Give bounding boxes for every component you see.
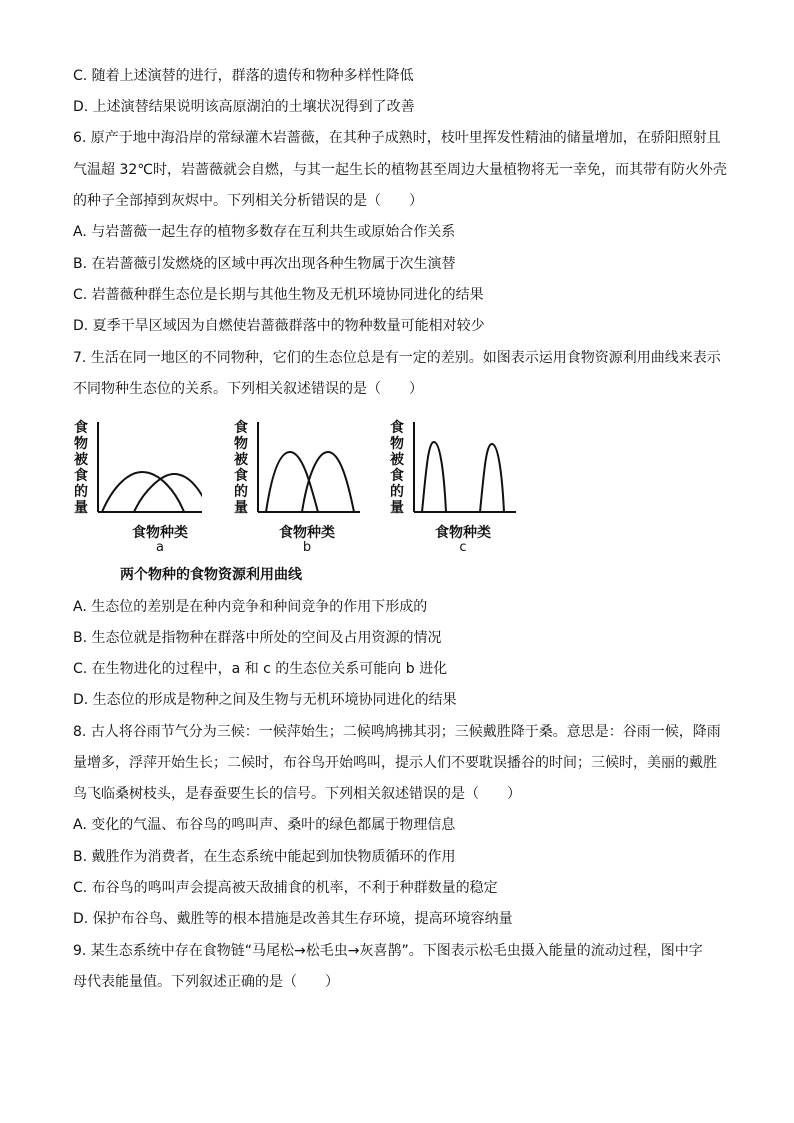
question-6-stem: 气温超 32℃时，岩蔷薇就会自燃，与其一起生长的植物甚至周边大量植物将无一幸免，而其带有防火外壳 [73,162,727,178]
x-axis-label: 食物种类 [132,525,188,541]
question-7-stem: 不同物种生态位的关系。下列相关叙述错误的是（ ） [73,381,423,397]
panel-label-b: b [302,540,312,555]
question-8-stem: 8. 古人将谷雨节气分为三候：一候萍始生；二候鸣鸠拂其羽；三候戴胜降于桑。意思是：谷雨一候，降雨 [73,724,721,740]
option-7b: B. 生态位就是指物种在群落中所处的空间及占用资源的情况 [73,630,442,646]
question-9-stem: 9. 某生态系统中存在食物链“马尾松→松毛虫→灰喜鹊”。下图表示松毛虫摄入能量的流动过程，图中字 [73,943,703,959]
option-8c: C. 布谷鸟的鸣叫声会提高被天敌捕食的机率，不利于种群数量的稳定 [73,880,498,896]
figure-caption: 两个物种的食物资源利用曲线 [120,567,302,583]
option-5d: D. 上述演替结果说明该高原湖泊的土壤状况得到了改善 [73,99,415,115]
species-2-curve [134,474,202,512]
y-axis-label: 食物被食的量 [390,420,404,516]
x-axis-label: 食物种类 [435,525,491,541]
panel-label-a: a [156,540,164,555]
panel-a [72,412,202,557]
question-9-stem: 母代表能量值。下列叙述正确的是（ ） [73,974,339,990]
species-1-curve [422,442,446,512]
niche-figure [72,412,542,582]
question-8-stem: 鸟飞临桑树枝头，是春蚕要生长的信号。下列相关叙述错误的是（ ） [73,786,521,802]
panel-label-c: c [459,540,467,555]
y-axis-label: 食物被食的量 [234,420,248,516]
option-5c: C. 随着上述演替的进行，群落的遗传和物种多样性降低 [73,68,414,84]
option-6b: B. 在岩蔷薇引发燃烧的区域中再次出现各种生物属于次生演替 [73,256,456,272]
option-8d: D. 保护布谷鸟、戴胜等的根本措施是改善其生存环境，提高环境容纳量 [73,911,513,927]
x-axis-label: 食物种类 [279,525,335,541]
panel-b [232,412,362,557]
question-6-stem: 6. 原产于地中海沿岸的常绿灌木岩蔷薇，在其种子成熟时，枝叶里挥发性精油的储量增加，在骄阳照射且 [73,130,721,146]
option-7a: A. 生态位的差别是在种内竞争和种间竞争的作用下形成的 [73,599,428,615]
y-axis-label: 食物被食的量 [74,420,88,516]
panel-a-plot [72,412,202,522]
question-6-stem: 的种子全部掉到灰烬中。下列相关分析错误的是（ ） [73,193,423,209]
panel-c-plot [388,412,518,522]
option-6a: A. 与岩蔷薇一起生存的植物多数存在互利共生或原始合作关系 [73,224,456,240]
species-1-curve [266,452,318,512]
option-8a: A. 变化的气温、布谷鸟的鸣叫声、桑叶的绿色都属于物理信息 [73,817,456,833]
panel-c [388,412,518,557]
question-8-stem: 量增多，浮萍开始生长；二候时，布谷鸟开始鸣叫，提示人们不要耽误播谷的时间；三候时，美丽的戴胜 [73,755,717,771]
question-7-stem: 7. 生活在同一地区的不同物种，它们的生态位总是有一定的差别。如图表示运用食物资源利用曲线来表示 [73,350,721,366]
option-6c: C. 岩蔷薇种群生态位是长期与其他生物及无机环境协同进化的结果 [73,287,484,303]
species-2-curve [480,444,504,512]
panel-b-plot [232,412,362,522]
option-7c: C. 在生物进化的过程中，a 和 c 的生态位关系可能向 b 进化 [73,661,448,677]
option-7d: D. 生态位的形成是物种之间及生物与无机环境协同进化的结果 [73,692,457,708]
option-6d: D. 夏季干旱区域因为自燃使岩蔷薇群落中的物种数量可能相对较少 [73,318,485,334]
option-8b: B. 戴胜作为消费者，在生态系统中能起到加快物质循环的作用 [73,849,456,865]
species-1-curve [102,472,184,512]
